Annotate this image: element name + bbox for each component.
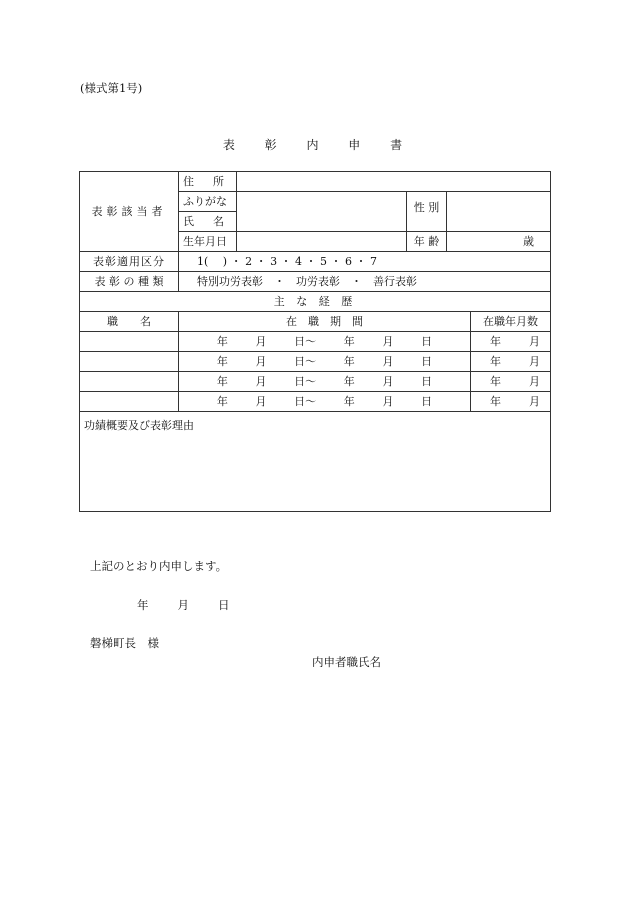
address-label: 住 所 <box>179 172 237 192</box>
period-year: 年 <box>216 395 228 408</box>
category-label: 表彰適用区分 <box>80 252 179 272</box>
career-years-field[interactable] <box>471 352 551 372</box>
reason-label: 功績概要及び表彰理由 <box>84 419 194 432</box>
career-position-field[interactable] <box>80 332 179 352</box>
career-header-row <box>80 292 551 312</box>
career-years-field[interactable] <box>471 392 551 412</box>
period-day: 日 <box>421 355 433 368</box>
award-type-options[interactable]: 特別功労表彰 ・ 功労表彰 ・ 善行表彰 <box>179 272 551 292</box>
career-position-field[interactable] <box>80 372 179 392</box>
period-month: 月 <box>382 335 394 348</box>
career-years-field[interactable] <box>471 372 551 392</box>
career-period-field[interactable] <box>179 332 471 352</box>
period-year: 年 <box>343 335 355 348</box>
career-period-field[interactable] <box>179 352 471 372</box>
addressee: 磐梯町長 様 <box>90 636 159 650</box>
period-month: 月 <box>382 395 394 408</box>
address-field[interactable] <box>237 172 551 192</box>
gender-field[interactable] <box>447 192 551 232</box>
furigana-label: ふりがな <box>179 192 237 212</box>
career-row <box>80 392 551 412</box>
page-title: 表 彰 内 申 書 <box>222 138 416 152</box>
years-year: 年 <box>490 355 502 368</box>
period-year: 年 <box>216 335 228 348</box>
career-period-field[interactable] <box>179 372 471 392</box>
category-options[interactable]: 1( ) ・ 2 ・ 3 ・ 4 ・ 5 ・ 6 ・ 7 <box>179 252 551 272</box>
career-columns-row <box>80 312 551 332</box>
birthdate-field[interactable] <box>237 232 407 252</box>
years-month: 月 <box>529 375 541 388</box>
career-period-field[interactable] <box>179 392 471 412</box>
period-day-from: 日〜 <box>294 375 317 388</box>
career-row <box>80 372 551 392</box>
date-line: 年 月 日 <box>137 598 232 612</box>
category-row <box>80 252 551 272</box>
period-year: 年 <box>343 395 355 408</box>
applicant-title: 内申者職氏名 <box>312 655 381 669</box>
period-day-from: 日〜 <box>294 355 317 368</box>
period-day: 日 <box>421 335 433 348</box>
period-month: 月 <box>255 335 267 348</box>
name-label: 氏 名 <box>179 212 237 232</box>
reason-field[interactable] <box>80 412 551 512</box>
period-year: 年 <box>343 355 355 368</box>
years-year: 年 <box>490 395 502 408</box>
career-col-years: 在職年月数 <box>471 312 551 332</box>
submission-statement: 上記のとおり内申します。 <box>90 559 228 573</box>
years-month: 月 <box>529 335 541 348</box>
period-month: 月 <box>255 375 267 388</box>
career-col-period: 在 職 期 間 <box>179 312 471 332</box>
career-section-title: 主 な 経 歴 <box>80 292 551 312</box>
period-month: 月 <box>382 375 394 388</box>
career-position-field[interactable] <box>80 392 179 412</box>
gender-label: 性 別 <box>407 192 447 232</box>
period-month: 月 <box>255 395 267 408</box>
period-month: 月 <box>255 355 267 368</box>
career-row <box>80 332 551 352</box>
years-year: 年 <box>490 335 502 348</box>
years-year: 年 <box>490 375 502 388</box>
period-day: 日 <box>421 375 433 388</box>
application-form-table <box>79 171 551 512</box>
age-unit: 歳 <box>447 232 551 252</box>
period-month: 月 <box>382 355 394 368</box>
career-position-field[interactable] <box>80 352 179 372</box>
birthdate-label: 生年月日 <box>179 232 237 252</box>
applicant-section-label: 表彰該当者 <box>80 172 179 252</box>
period-day-from: 日〜 <box>294 335 317 348</box>
career-col-position: 職 名 <box>80 312 179 332</box>
age-label: 年 齢 <box>407 232 447 252</box>
period-year: 年 <box>343 375 355 388</box>
award-type-label: 表 彰 の 種 類 <box>80 272 179 292</box>
name-field[interactable] <box>237 192 407 232</box>
years-month: 月 <box>529 395 541 408</box>
period-year: 年 <box>216 355 228 368</box>
address-row <box>80 172 551 192</box>
career-years-field[interactable] <box>471 332 551 352</box>
years-month: 月 <box>529 355 541 368</box>
form-number: (様式第1号) <box>80 81 143 95</box>
career-row <box>80 352 551 372</box>
period-day-from: 日〜 <box>294 395 317 408</box>
reason-row <box>80 412 551 512</box>
period-day: 日 <box>421 395 433 408</box>
award-type-row <box>80 272 551 292</box>
period-year: 年 <box>216 375 228 388</box>
